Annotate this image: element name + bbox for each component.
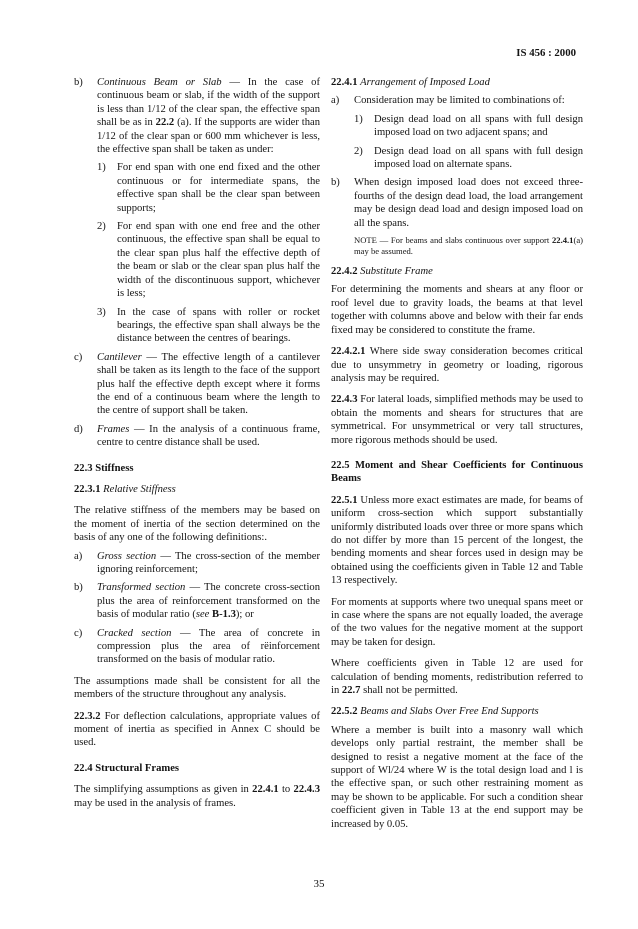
definition-body: — The area of concrete in compression plus the area of rëinforcement transformed on the basis of modular ratio. (97, 627, 320, 666)
page-number: 35 (313, 878, 325, 890)
sub-item (97, 161, 320, 215)
sub-item-text: Design dead load on all spans with full design imposed load on two adjacent spans; and (374, 113, 583, 139)
sub-item-label: 2) (354, 145, 363, 157)
paragraph-text: For lateral loads, simplified methods may be used to obtain the moments and shears for structures that are symmetrical. For unsymmetrical or very tall structures, more rigorous methods should be used. (331, 394, 583, 446)
paragraph-text: For deflection calculations, appropriate values of moment of inertia as specified in Annex C should be used. (74, 710, 320, 749)
right-column (331, 76, 583, 831)
section-number: 22.4.3 (331, 394, 358, 406)
section-heading: 22.3 Stiffness (74, 462, 134, 474)
see-text: see (195, 609, 210, 621)
definition-title: Gross section (97, 550, 157, 562)
clause-c (74, 351, 320, 418)
sub-item-label: 1) (354, 113, 363, 125)
definition-title: Cracked section (97, 627, 172, 639)
subsection-heading (331, 705, 583, 718)
section-number: 22.5.1 (331, 494, 358, 506)
clause-d-text (97, 423, 320, 450)
definition-item (74, 581, 320, 621)
clause-title: Continuous Beam or Slab (97, 77, 222, 88)
paragraph: Where a member is built into a masonry wall which develops only partial restraint, the member shall be designed to resist a negative moment at the face of the support of Wl/24 where W is the total design load and l is the effective span, or such other restraining moment as may be shown to be applicable. For such a condition shear coefficient given in Table 13 at the end support may be increased by 0.05. (331, 724, 583, 830)
paragraph-text: may be used in the analysis of frames. (74, 797, 236, 809)
definition-item (74, 550, 320, 577)
sub-item (354, 145, 583, 172)
paragraph (331, 345, 583, 385)
clause-text: When design imposed load does not exceed three-fourths of the design dead load, the load arrangement may be design dead load and design imposed load on all the spans. (354, 177, 583, 229)
cross-reference: 22.4.3 (293, 784, 320, 796)
definition-body: — The concrete cross-section plus the area of reinforcement transformed on the basis of modular ratio ( (97, 582, 320, 621)
paragraph (331, 657, 583, 697)
section-number: 22.3.1 (74, 483, 101, 495)
clause-text: — In the analysis of a continuous frame, centre to centre distance shall be used. (97, 423, 320, 449)
note (354, 235, 583, 257)
paragraph-text: to (278, 784, 294, 796)
clause-text: — The effective length of a cantilever shall be taken as its length to the face of the support plus half the effective depth except where it forms the end of a continuous beam where the length to the centre of support shall be taken. (97, 351, 320, 417)
paragraph (331, 393, 583, 447)
paragraph: For determining the moments and shears at any floor or roof level due to gravity loads, the beams at that level together with columns above and below with their far ends fixed may be considered to constitute the frame. (331, 284, 583, 336)
definition-text (97, 581, 320, 621)
paragraph-text: Where side sway consideration becomes critical due to unsymmetry in geometry or loading, rigorous analysis may be required. (331, 346, 583, 384)
sub-item-text: Design dead load on all spans with full design imposed load on alternate spans. (374, 145, 583, 171)
section-heading: 22.4 Structural Frames (74, 762, 180, 774)
item-label: a) (331, 95, 340, 107)
paragraph-text: The simplifying assumptions as given in (74, 784, 253, 796)
clause-c-text (97, 351, 320, 418)
definition-body: — The cross-section of the member ignoring reinforcement; (97, 550, 321, 575)
sub-item-text: For end span with one end fixed and the other continuous or for intermediate spans, the effective span shall be the clear span between supports; (117, 162, 320, 214)
section-title: Substitute Frame (360, 266, 433, 278)
section-number: 22.4.1 (331, 77, 358, 88)
clause-b (74, 76, 320, 156)
clause-b-text (97, 76, 320, 156)
section-number: 22.4.2 (331, 266, 358, 278)
clause-text: (a). If the supports are wider than 1/12 of the clear span or 600 mm whichever is less, the effective span shall be taken as under: (97, 117, 321, 156)
subsection-heading (331, 76, 583, 89)
cross-reference: 22.7 (341, 685, 361, 697)
definition-item (74, 627, 320, 667)
sub-item-text: In the case of spans with roller or rocket bearings, the effective span shall always be the distance between the centres of bearings. (117, 306, 320, 345)
item-label: a) (74, 550, 83, 562)
sub-item-label: 1) (97, 162, 106, 174)
definition-text (97, 627, 320, 667)
subsection-heading (331, 265, 583, 278)
sub-item (354, 113, 583, 140)
definition-text (97, 550, 320, 577)
left-column (74, 76, 320, 810)
item-label: b) (331, 177, 340, 189)
definition-body: ); or (235, 609, 254, 621)
paragraph-text: Unless more exact estimates are made, for beams of uniform cross-section which support substantially uniformly distributed loads over three or more spans which do not differ by more than 15 percent of the longest, the bending moments and shear forces used in design may be obtained using the coefficients given in Table 12 and Table 13 respectively. (331, 494, 583, 587)
sub-item (97, 220, 320, 300)
note-text: (a) may be assumed. (354, 235, 583, 257)
item-label: b) (74, 77, 83, 88)
clause-text: Consideration may be limited to combinations of: (354, 95, 565, 107)
clause-d (74, 423, 320, 450)
paragraph-text: shall not be permitted. (360, 685, 458, 697)
cross-reference: 22.4.1 (551, 235, 574, 246)
clause-title: Frames (97, 423, 130, 435)
section-heading: 22.5 Moment and Shear Coefficients for Continuous Beams (331, 459, 583, 485)
clause-title: Cantilever (97, 351, 142, 363)
subsection-heading (74, 483, 320, 496)
sub-item (97, 306, 320, 346)
clause-a (331, 94, 583, 107)
section-number: 22.5.2 (331, 706, 358, 718)
paragraph: For moments at supports where two unequal spans meet or in case where the spans are not equally loaded, the average of the two values for the negative moment at the support may be taken for design. (331, 596, 583, 648)
sub-item-label: 2) (97, 221, 106, 233)
section-number: 22.4.2.1 (331, 346, 366, 358)
section-title: Relative Stiffness (103, 483, 176, 495)
cross-reference: 22.2 (155, 117, 175, 129)
definition-title: Transformed section (97, 582, 186, 594)
clause-text: — In the case of continuous beam or slab, if the width of the support is less than 1/12 of the clear span, the effective span shall be as in (97, 77, 320, 129)
cross-reference: B-1.3 (212, 609, 236, 621)
standard-code: IS 456 : 2000 (516, 47, 576, 59)
section-number: 22.3.2 (74, 710, 101, 722)
clause-b (331, 176, 583, 257)
item-label: d) (74, 423, 83, 435)
paragraph: The relative stiffness of the members may be based on the moment of inertia of the section determined on the basis of any one of the following definitions:. (74, 505, 320, 544)
note-text: NOTE — For beams and slabs continuous over support (354, 235, 552, 246)
item-label: c) (74, 351, 83, 363)
paragraph (74, 710, 320, 750)
paragraph-text: Where coefficients given in Table 12 are used for calculation of bending moments, redistribution referred to in (331, 658, 583, 697)
sub-item-label: 3) (97, 306, 106, 318)
section-title: Beams and Slabs Over Free End Supports (360, 706, 539, 718)
item-label: c) (74, 627, 83, 639)
paragraph (74, 783, 320, 810)
section-title: Arrangement of Imposed Load (360, 77, 490, 88)
cross-reference: 22.4.1 (252, 784, 279, 796)
item-label: b) (74, 582, 83, 594)
sub-item-text: For end span with one end free and the other continuous, the effective span shall be equal to the clear span plus half the effective depth of the beam or slab or the clear span plus half the width of the discontinuous support, whichever is less; (117, 221, 320, 300)
paragraph: The assumptions made shall be consistent for all the members of the structure throughout any analysis. (74, 675, 320, 701)
paragraph (331, 494, 583, 588)
